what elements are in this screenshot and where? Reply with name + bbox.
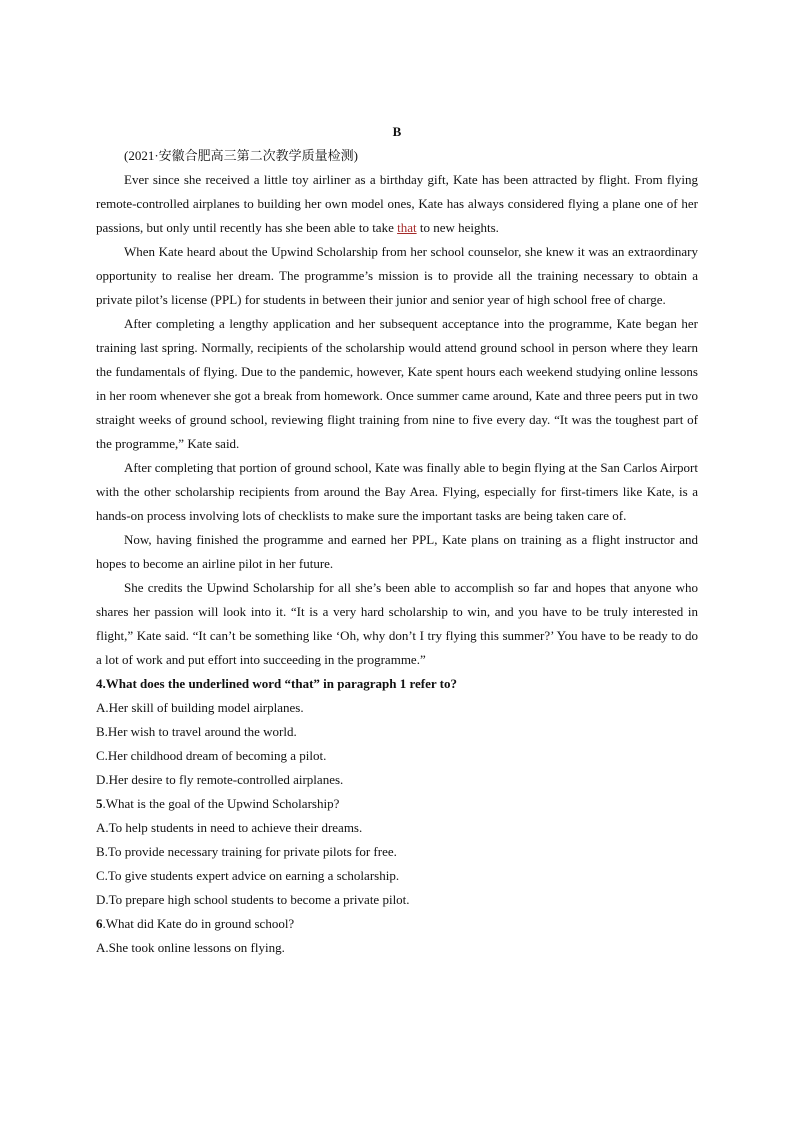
- option-4b: B.Her wish to travel around the world.: [96, 724, 297, 739]
- option-5a: A.To help students in need to achieve their dreams.: [96, 820, 363, 835]
- option-6a: A.She took online lessons on flying.: [96, 940, 285, 955]
- option-5c: C.To give students expert advice on earning a scholarship.: [96, 868, 400, 883]
- paragraph-1-text-a: Ever since she received a little toy airliner as a birthday gift, Kate has been attracted by flight. From flying remote-controlled airplanes to building her own model ones, Kate has always considered flying a plane one of her passions, but only until recently has she been able to take: [96, 172, 698, 235]
- option-5d: D.To prepare high school students to become a private pilot.: [96, 892, 410, 907]
- source-note: (2021·安徽合肥高三第二次教学质量检测): [124, 148, 358, 163]
- question-number: 5: [96, 796, 103, 811]
- question-text: .What does the underlined word “that” in paragraph 1 refer to?: [102, 676, 457, 691]
- question-text: .What did Kate do in ground school?: [102, 916, 295, 931]
- question-number: 6: [96, 916, 103, 931]
- paragraph-3: After completing a lengthy application and her subsequent acceptance into the programme, Kate began her training last spring. Normally, recipients of the scholarship would attend ground school in person where they learn the fundamentals of flying. Due to the pandemic, however, Kate spent hours each weekend studying online lessons in her room whenever she got a break from homework. Once summer came around, Kate and three peers put in two straight weeks of ground school, reviewing flight training from nine to five every day. “It was the toughest part of the programme,” Kate said.: [96, 316, 698, 451]
- question-number: 4: [96, 676, 103, 691]
- question-6: [96, 912, 698, 936]
- paragraph-1-text-b: to new heights.: [416, 220, 499, 235]
- paragraph-6: She credits the Upwind Scholarship for all she’s been able to accomplish so far and hopes that anyone who shares her passion will look into it. “It is a very hard scholarship to win, and you have to be truly interested in flight,” Kate said. “It can’t be something like ‘Oh, why don’t I try flying this summer?’ You have to be ready to do a lot of work and put effort into succeeding in the programme.”: [96, 580, 698, 667]
- paragraph-5: Now, having finished the programme and earned her PPL, Kate plans on training as a flight instructor and hopes to become an airline pilot in her future.: [96, 532, 698, 571]
- section-label: B: [392, 124, 402, 139]
- paragraph-1: [96, 168, 698, 240]
- paragraph-2: When Kate heard about the Upwind Scholarship from her school counselor, she knew it was an extraordinary opportunity to realise her dream. The programme’s mission is to provide all the training necessary to obtain a private pilot’s license (PPL) for students in between their junior and senior year of high school free of charge.: [96, 244, 698, 307]
- option-4d: D.Her desire to fly remote-controlled airplanes.: [96, 772, 344, 787]
- question-text: .What is the goal of the Upwind Scholarship?: [102, 796, 340, 811]
- question-4: [96, 672, 698, 696]
- option-5b: B.To provide necessary training for private pilots for free.: [96, 844, 397, 859]
- option-4a: A.Her skill of building model airplanes.: [96, 700, 304, 715]
- paragraph-4: After completing that portion of ground school, Kate was finally able to begin flying at the San Carlos Airport with the other scholarship recipients from around the Bay Area. Flying, especially for first-timers like Kate, is a hands-on process involving lots of checklists to make sure the important tasks are being taken care of.: [96, 460, 698, 523]
- underlined-word: that: [397, 220, 417, 235]
- document-page: [96, 120, 698, 960]
- question-5: [96, 792, 698, 816]
- option-4c: C.Her childhood dream of becoming a pilot.: [96, 748, 327, 763]
